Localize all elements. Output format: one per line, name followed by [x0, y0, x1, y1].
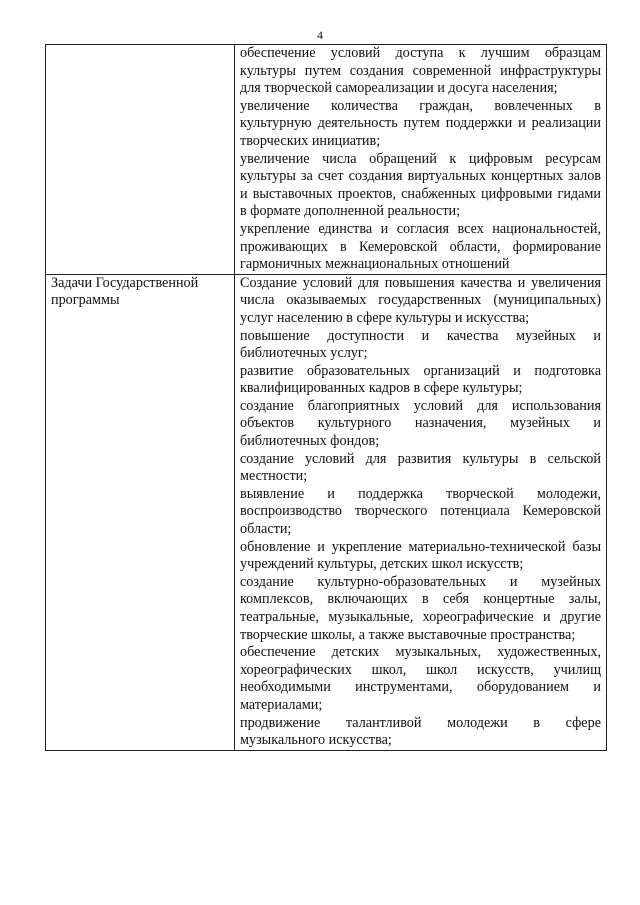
task-paragraph: создание условий для развития культуры в сельской местности;: [240, 450, 601, 485]
task-paragraph: Создание условий для повышения качества и увеличения числа оказываемых государственных (муниципальных) услуг населению в сфере культуры и искусства;: [240, 274, 601, 326]
table-row: [46, 45, 607, 275]
task-paragraph: выявление и поддержка творческой молодежи, воспроизводство творческого потенциала Кемеровской области;: [240, 485, 601, 538]
task-paragraph: создание культурно-образовательных и музейных комплексов, включающих в себя концертные залы, театральные, музыкальные, хореографические и другие творческие школы, а также выставочные пространства;: [240, 573, 601, 643]
goal-paragraph: укрепление единства и согласия всех национальностей, проживающих в Кемеровской области, формирование гармоничных межнациональных отношений: [240, 220, 601, 273]
task-paragraph: создание благоприятных условий для использования объектов культурного назначения, музейных и библиотечных фондов;: [240, 397, 601, 450]
task-paragraph: продвижение талантливой молодежи в сфере музыкального искусства;: [240, 714, 601, 749]
page-number: 4: [317, 28, 323, 42]
row-content: [235, 274, 607, 750]
task-paragraph: развитие образовательных организаций и подготовка квалифицированных кадров в сфере культуры;: [240, 362, 601, 397]
task-paragraph: обеспечение детских музыкальных, художественных, хореографических школ, школ искусств, училищ необходимыми инструментами, оборудованием и материалами;: [240, 644, 601, 713]
table-row: [46, 274, 607, 750]
goal-paragraph: увеличение количества граждан, вовлеченных в культурную деятельность путем поддержки и реализации творческих инициатив;: [240, 97, 601, 149]
program-passport-table: [45, 44, 607, 751]
task-paragraph: повышение доступности и качества музейных и библиотечных услуг;: [240, 327, 601, 362]
row-content: [235, 45, 607, 275]
row-label: Задачи Государственной программы: [46, 274, 235, 750]
goal-paragraph: увеличение числа обращений к цифровым ресурсам культуры за счет создания виртуальных концертных залов и выставочных проектов, снабженных цифровыми гидами в формате дополненной реальности;: [240, 150, 601, 220]
task-paragraph: обновление и укрепление материально-технической базы учреждений культуры, детских школ искусств;: [240, 538, 601, 573]
goal-paragraph: обеспечение условий доступа к лучшим образцам культуры путем создания современной инфраструктуры для творческой самореализации и досуга населения;: [240, 45, 601, 97]
row-label: [46, 45, 235, 275]
